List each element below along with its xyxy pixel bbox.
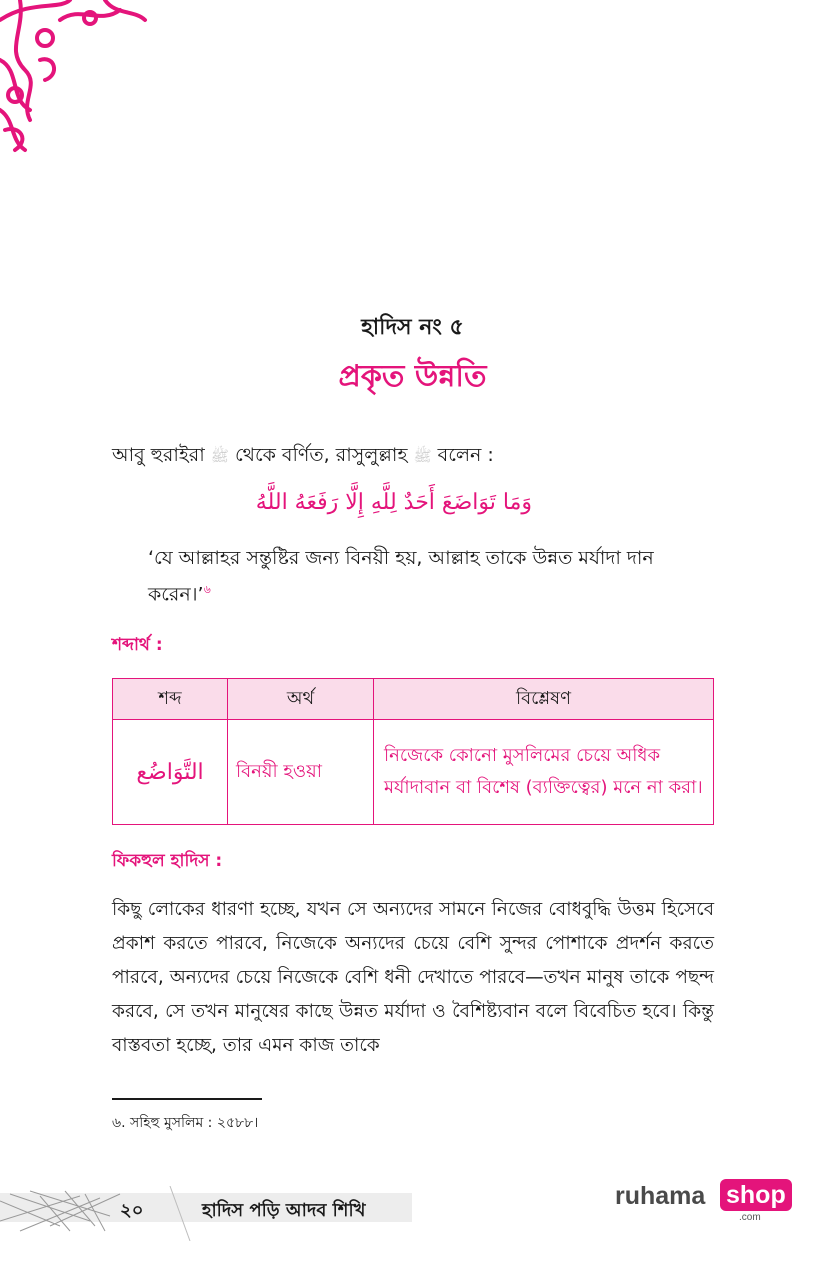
chapter-title: প্রকৃত উন্নতি (338, 359, 487, 394)
vocabulary-label: শব্দার্থ : (112, 635, 163, 655)
hadith-number: হাদিস নং ৫ (361, 315, 464, 340)
translation-body: ‘যে আল্লাহর সন্তুষ্টির জন্য বিনয়ী হয়, আল্লাহ তাকে উন্নত মর্যাদা দান করেন।’ (148, 547, 654, 606)
column-header-analysis: বিশ্লেষণ (374, 679, 714, 720)
book-title: হাদিস পড়ি আদব শিখি (202, 1200, 366, 1221)
narrator-name: আবু হুরাইরা (112, 444, 205, 466)
footnote-divider (112, 1098, 262, 1100)
arabic-hadith-text: وَمَا تَوَاضَعَ أَحَدٌ لِلَّهِ إِلَّا رَفَعَهُ اللَّهُ (255, 490, 532, 515)
footer-decorative-lines (0, 1186, 200, 1241)
column-header-meaning: অর্থ (228, 679, 374, 720)
corner-ornament (0, 0, 160, 160)
column-header-word: শব্দ (113, 679, 228, 720)
narration-line (112, 440, 722, 471)
table-row (113, 720, 714, 825)
vocabulary-table (112, 678, 714, 825)
logo-domain-text: .com (739, 1212, 761, 1223)
page-number: ২০ (120, 1200, 144, 1221)
narration-end: বলেন : (437, 444, 494, 466)
table-cell-word: التَّوَاضُع (113, 720, 228, 825)
logo-ruhama-text: ruhama (615, 1182, 706, 1210)
translation-text (148, 543, 708, 610)
narration-middle: থেকে বর্ণিত, রাসুলুল্লাহ (234, 444, 408, 466)
fiqh-label: ফিকহুল হাদিস : (112, 851, 223, 871)
table-cell-analysis: নিজেকে কোনো মুসলিমের চেয়ে অধিক মর্যাদাবান বা বিশেষ (ব্যক্তিত্বের) মনে না করা। (374, 720, 714, 825)
fiqh-body-text: কিছু লোকের ধারণা হচ্ছে, যখন সে অন্যদের সামনে নিজের বোধবুদ্ধি উত্তম হিসেবে প্রকাশ করতে পারবে, নিজেকে অন্যদের চেয়ে বেশি সুন্দর পোশাকে প্রদর্শন করতে পারবে, অন্যদের চেয়ে নিজেকে বেশি ধনী দেখাতে পারবে—তখন মানুষ তাকে পছন্দ করবে, সে তখন মানুষের কাছে উন্নত মর্যাদা ও বৈশিষ্ট্যবান বলে বিবেচিত হবে। কিন্তু বাস্তবতা হচ্ছে, তার এমন কাজ তাকে (112, 899, 714, 1056)
footnote: ৬. সহিহু মুসলিম : ২৫৮৮। (112, 1115, 259, 1131)
logo-shop-badge: shop (720, 1179, 792, 1211)
table-header-row (113, 679, 714, 720)
table-cell-meaning: বিনয়ী হওয়া (228, 720, 374, 825)
honorific-glyph: ﷺ (210, 447, 229, 465)
footnote-reference: ৬ (203, 583, 211, 596)
honorific-glyph: ﷺ (413, 447, 432, 465)
publisher-logo (615, 1176, 785, 1224)
